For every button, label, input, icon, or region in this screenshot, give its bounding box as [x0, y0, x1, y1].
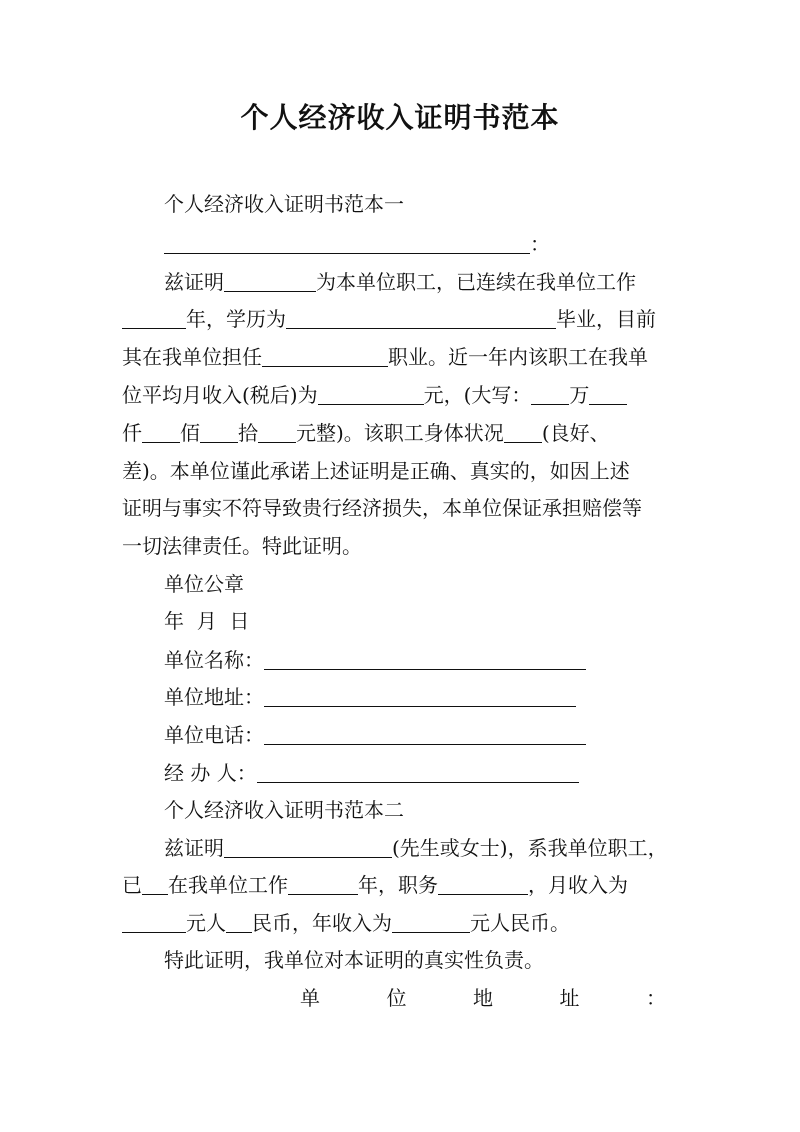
company-address-blank[interactable]: [264, 686, 576, 707]
para1-line6: 差)。本单位谨此承诺上述证明是正确、真实的，如因上述: [122, 459, 630, 483]
handler-blank[interactable]: [257, 762, 579, 783]
company-name-blank[interactable]: [264, 649, 586, 670]
company-name-label: 单位名称：: [164, 648, 264, 672]
para1-line5: 仟 佰 拾 元整)。该职工身体状况 (良好、: [122, 421, 610, 445]
para2-line3: 元人 民币，年收入为 元人民币。: [122, 909, 682, 937]
monthly-income-blank[interactable]: [122, 912, 186, 933]
work-years-blank[interactable]: [288, 874, 358, 895]
qian-blank[interactable]: [589, 384, 627, 405]
company-phone-blank[interactable]: [264, 724, 586, 745]
para1-line2: 年，学历为 毕业，目前: [122, 305, 682, 333]
date-label: 年 月 日: [164, 609, 250, 633]
handler-label: 经 办 人：: [164, 761, 257, 785]
person-name-blank[interactable]: [224, 837, 392, 858]
yuan-blank[interactable]: [258, 422, 296, 443]
para1-line3: 其在我单位担任 职业。近一年内该职工在我单: [122, 345, 648, 369]
shi-blank[interactable]: [200, 422, 238, 443]
health-blank[interactable]: [504, 422, 542, 443]
income-blank[interactable]: [318, 384, 424, 405]
company-address-footer: 单 位 地 址 ：: [300, 986, 666, 1010]
since-blank[interactable]: [142, 874, 168, 895]
para1-line1: 兹证明 为本单位职工，已连续在我单位工作: [164, 270, 636, 294]
years-blank[interactable]: [122, 308, 186, 329]
para1-line4: 位平均月收入(税后)为 元，(大写： 万: [122, 381, 682, 409]
statement-line: 特此证明，我单位对本证明的真实性负责。: [164, 948, 544, 972]
company-address-row: [164, 683, 724, 711]
bai-blank[interactable]: [142, 422, 180, 443]
wan-blank[interactable]: [531, 384, 569, 405]
seal-label: 单位公章: [164, 572, 244, 596]
para1-line8: 一切法律责任。特此证明。: [122, 534, 362, 558]
company-phone-label: 单位电话：: [164, 723, 264, 747]
education-blank[interactable]: [286, 308, 556, 329]
para2-line2: 已 在我单位工作 年，职务 ，月收入为: [122, 873, 628, 897]
addressee-blank[interactable]: [164, 233, 530, 254]
company-address-label: 单位地址：: [164, 685, 264, 709]
name-blank[interactable]: [224, 271, 316, 292]
document-title: 个人经济收入证明书范本: [240, 101, 560, 134]
job-title-blank[interactable]: [438, 874, 528, 895]
company-name-row: [164, 646, 724, 674]
section2-heading: 个人经济收入证明书范本二: [164, 798, 404, 822]
para2-line1: 兹证明 (先生或女士)，系我单位职工，: [164, 836, 668, 860]
addressee-line: ：: [164, 230, 724, 258]
company-phone-row: [164, 721, 724, 749]
position-blank[interactable]: [262, 346, 388, 367]
para1-line7: 证明与事实不符导致贵行经济损失，本单位保证承担赔偿等: [122, 496, 642, 520]
handler-row: [164, 759, 724, 787]
annual-income-blank[interactable]: [392, 912, 470, 933]
currency-blank[interactable]: [226, 912, 252, 933]
section1-heading: 个人经济收入证明书范本一: [164, 192, 404, 216]
